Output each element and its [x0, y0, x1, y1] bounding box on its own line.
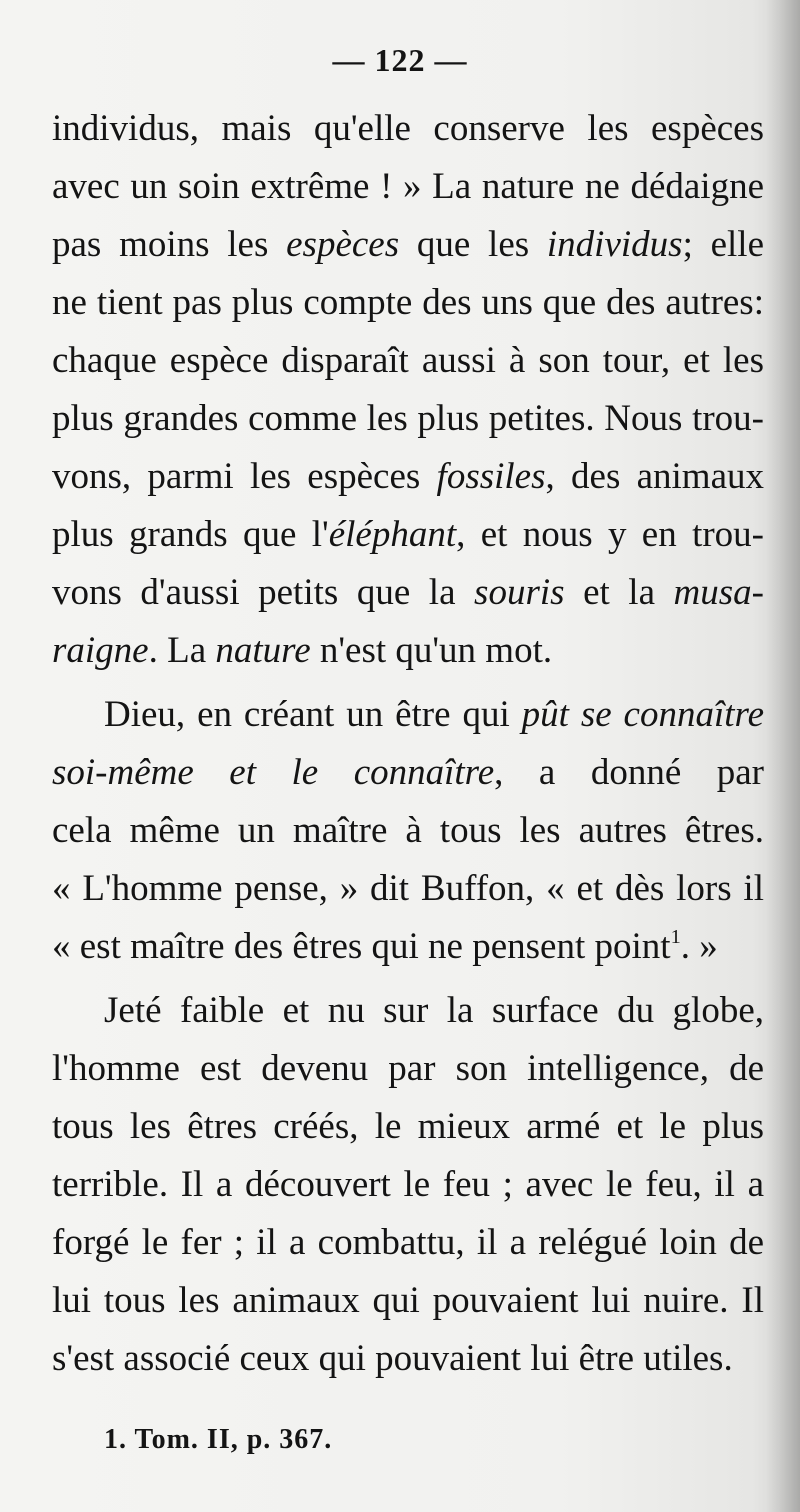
- text-line: chaque espèce disparaît aussi à son tour, et les: [52, 340, 764, 381]
- text-line: ne tient pas plus compte des uns que des autres:: [52, 282, 764, 323]
- text-line: s'est associé ceux qui pouvaient lui être utiles.: [52, 1338, 733, 1379]
- text-line: individus, mais qu'elle conserve les espèces: [52, 108, 764, 149]
- page-number: — 122 —: [332, 42, 468, 78]
- text-line: l'homme est devenu par son intelligence, de: [52, 1048, 764, 1089]
- text-line: tous les êtres créés, le mieux armé et le plus: [52, 1106, 764, 1147]
- footnote: 1. Tom. II, p. 367.: [104, 1424, 333, 1455]
- text-line: terrible. Il a découvert le feu ; avec le feu, il a: [52, 1164, 764, 1205]
- text-line: « L'homme pense, » dit Buffon, « et dès lors il: [52, 868, 764, 909]
- text-line: vons, parmi les espèces fossiles, des animaux: [52, 456, 764, 497]
- text-line: avec un soin extrême ! » La nature ne dédaigne: [52, 166, 764, 207]
- text-line: raigne. La nature n'est qu'un mot.: [52, 630, 553, 671]
- text-line: Jeté faible et nu sur la surface du globe,: [104, 990, 764, 1031]
- footnote-marker: 1: [670, 925, 681, 948]
- text-line: lui tous les animaux qui pouvaient lui nuire. Il: [52, 1280, 764, 1321]
- text-line: pas moins les espèces que les individus; elle: [52, 224, 764, 265]
- text-line: Dieu, en créant un être qui pût se connaître: [104, 694, 764, 735]
- text-line: forgé le fer ; il a combattu, il a relégué loin de: [52, 1222, 764, 1263]
- text-line: « est maître des êtres qui ne pensent point$^1$. »: [52, 925, 718, 967]
- text-line: cela même un maître à tous les autres êtres.: [52, 810, 764, 851]
- text-line: vons d'aussi petits que la souris et la musa-: [52, 572, 764, 613]
- body-text: [52, 100, 764, 1388]
- text-line: soi-même et le connaître, a donné par: [52, 752, 764, 793]
- text-line: plus grands que l'éléphant, et nous y en trou-: [52, 514, 764, 555]
- page-edge-shadow: [766, 0, 800, 1512]
- text-line: plus grandes comme les plus petites. Nous trou-: [52, 398, 764, 439]
